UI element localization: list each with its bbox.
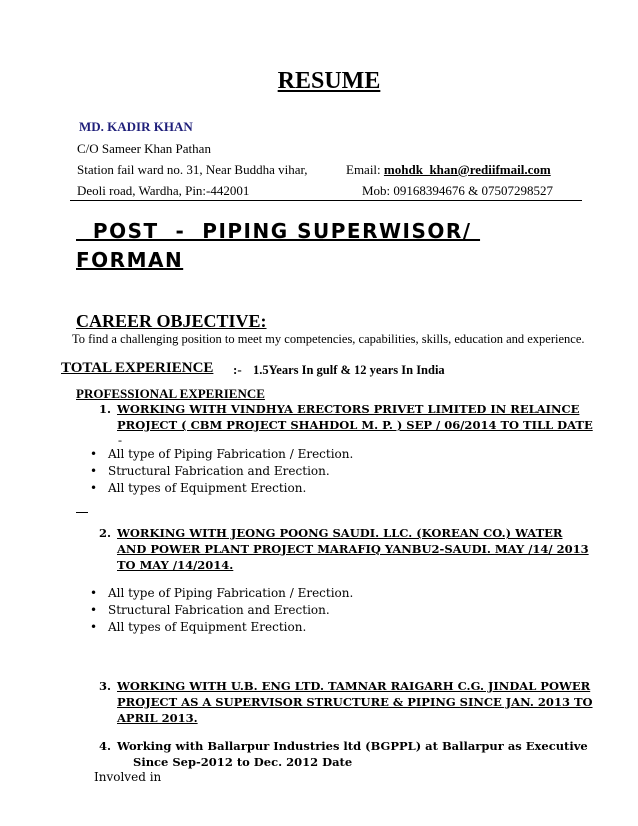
job-title-line: WORKING WITH U.B. ENG LTD. TAMNAR RAIGARH C.G. JINDAL POWER: [117, 679, 591, 693]
short-divider: [76, 512, 88, 513]
email-row: [346, 162, 551, 178]
bullet-icon: •: [90, 603, 98, 617]
bullet-icon: •: [90, 447, 98, 461]
involved-in-label: Involved in: [94, 770, 162, 784]
bullet-icon: •: [90, 464, 98, 478]
career-objective-heading: CAREER OBJECTIVE:: [76, 311, 267, 331]
list-item-text: All types of Equipment Erection.: [108, 620, 307, 634]
job-title-line: PROJECT ( CBM PROJECT SHAHDOL M. P. ) SEP / 06/2014 TO TILL DATE: [117, 418, 593, 432]
email-label: Email:: [346, 162, 381, 177]
job-title-line: Since Sep-2012 to Dec. 2012 Date: [117, 755, 353, 769]
total-experience-separator: :-: [233, 362, 242, 377]
job-title-line: WORKING WITH VINDHYA ERECTORS PRIVET LIMITED IN RELAINCE: [117, 402, 580, 416]
bullet-icon: •: [90, 620, 98, 634]
professional-experience-heading: PROFESSIONAL EXPERIENCE: [76, 386, 265, 401]
list-item-text: All types of Equipment Erection.: [108, 481, 307, 495]
job-title-line: Working with Ballarpur Industries ltd (BGPPL) at Ballarpur as Executive: [117, 739, 588, 753]
job-title-line: TO MAY /14/2014.: [117, 558, 234, 572]
job-number: 1.: [99, 402, 112, 416]
address-line-1: Station fail ward no. 31, Near Buddha vihar,: [77, 162, 308, 177]
job-title-line: WORKING WITH JEONG POONG SAUDI. LLC. (KOREAN CO.) WATER: [117, 526, 563, 540]
career-objective-text: To find a challenging position to meet my competencies, capabilities, skills, education and experience.: [72, 332, 585, 346]
list-item-text: Structural Fabrication and Erection.: [108, 603, 330, 617]
address-line-2: Deoli road, Wardha, Pin:-442001: [77, 183, 250, 198]
mobile-number: Mob: 09168394676 & 07507298527: [362, 183, 554, 198]
bullet-icon: •: [90, 481, 98, 495]
dash-mark: -: [118, 433, 122, 447]
header-divider: [70, 200, 582, 201]
care-of-line: C/O Sameer Khan Pathan: [77, 141, 211, 156]
email-link[interactable]: mohdk_khan@rediifmail.com: [383, 162, 551, 177]
list-item-text: All type of Piping Fabrication / Erection.: [108, 447, 354, 461]
bullet-icon: •: [90, 586, 98, 600]
total-experience-value: 1.5Years In gulf & 12 years In India: [253, 363, 445, 377]
job-title-line: AND POWER PLANT PROJECT MARAFIQ YANBU2-SAUDI. MAY /14/ 2013: [117, 542, 589, 556]
list-item-text: All type of Piping Fabrication / Erection.: [108, 586, 354, 600]
job-number: 3.: [99, 679, 112, 693]
total-experience-heading: TOTAL EXPERIENCE: [61, 360, 214, 376]
post-title-line-1: POST - PIPING SUPERWISOR/: [76, 219, 481, 243]
job-number: 4.: [99, 739, 112, 753]
job-title-line: PROJECT AS A SUPERVISOR STRUCTURE & PIPING SINCE JAN. 2013 TO: [117, 695, 593, 709]
resume-title: RESUME: [277, 68, 381, 94]
job-title-line: APRIL 2013.: [117, 711, 198, 725]
list-item-text: Structural Fabrication and Erection.: [108, 464, 330, 478]
post-title-line-2: FORMAN: [76, 248, 184, 272]
candidate-name: MD. KADIR KHAN: [79, 119, 193, 134]
job-number: 2.: [99, 526, 112, 540]
